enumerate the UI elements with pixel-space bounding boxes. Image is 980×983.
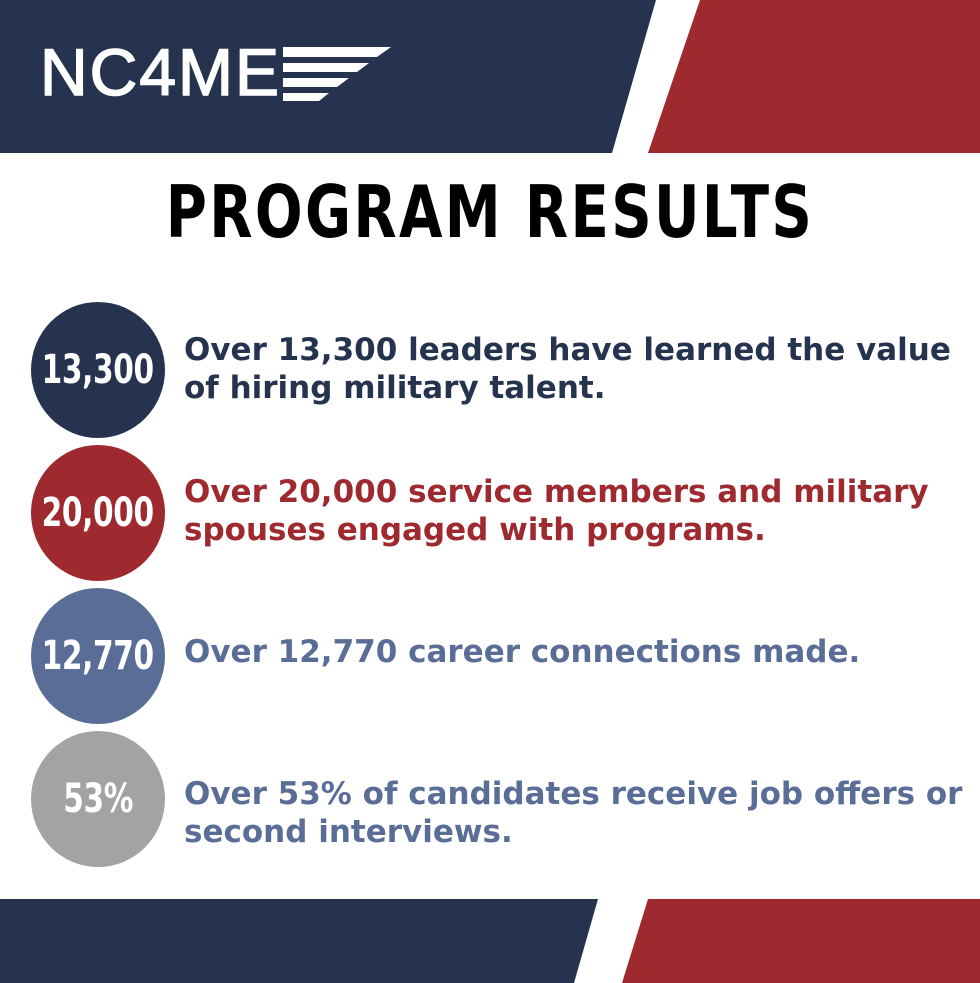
stat-circle [31, 445, 165, 581]
stat-value: 20,000 [42, 490, 155, 536]
bottom-red-band [622, 899, 980, 983]
logo-wordmark: NC4ME [40, 35, 282, 109]
stat-circle [31, 588, 165, 724]
stat-value: 53% [63, 776, 133, 822]
wings-icon [273, 43, 393, 103]
bottom-navy-band [0, 899, 598, 983]
top-red-band [648, 0, 980, 153]
bottom-banner [0, 899, 980, 983]
nc4me-logo [40, 35, 393, 109]
stat-description: Over 20,000 service members and military spouses engaged with programs. [184, 474, 929, 548]
stat-item [31, 588, 971, 728]
stat-description: Over 13,300 leaders have learned the value of hiring military talent. [184, 332, 951, 406]
page-title: PROGRAM RESULTS [165, 170, 815, 254]
stat-circle [31, 302, 165, 438]
stat-value: 13,300 [42, 347, 155, 393]
stat-description: Over 53% of candidates receive job offers or second interviews. [184, 776, 963, 850]
stat-item [31, 445, 971, 585]
stat-item [31, 302, 971, 442]
stat-value: 12,770 [42, 633, 155, 679]
stat-item [31, 731, 971, 871]
stat-circle [31, 731, 165, 867]
stat-description: Over 12,770 career connections made. [184, 634, 861, 670]
